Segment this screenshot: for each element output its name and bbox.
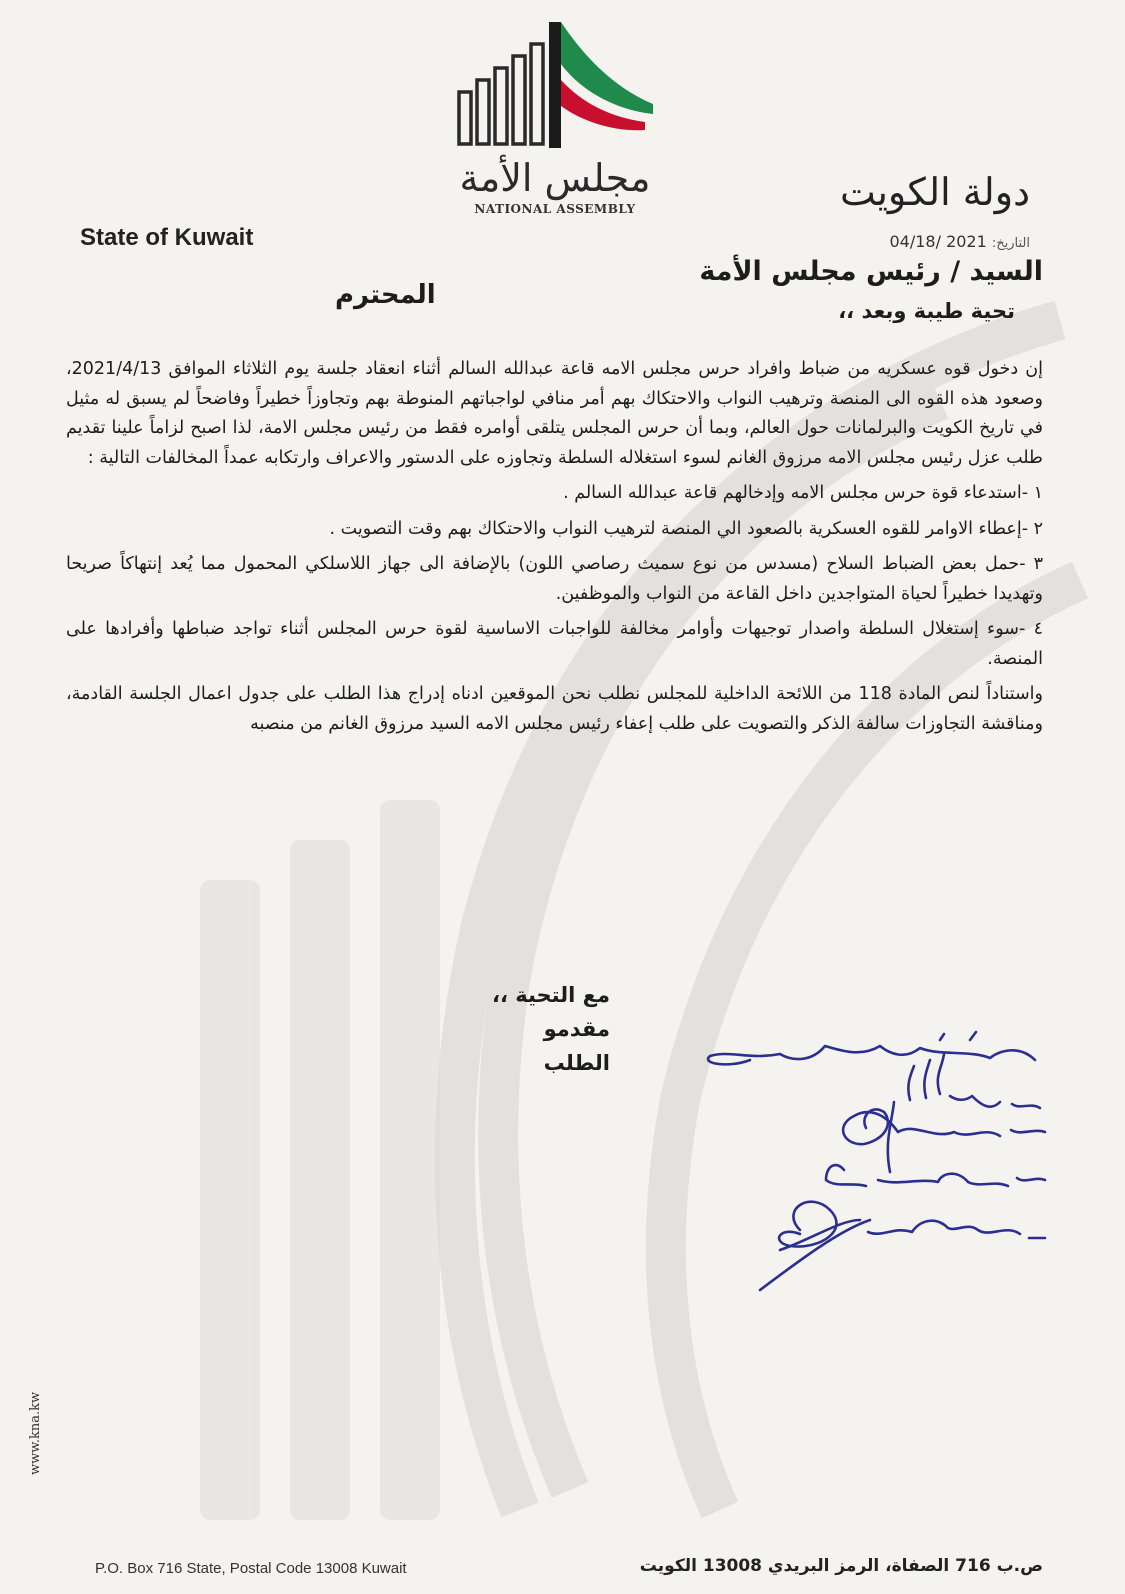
- honorific: المحترم: [335, 280, 436, 310]
- closing-submitters: مقدمو الطلب: [543, 1017, 610, 1075]
- signature-5: [760, 1202, 1045, 1290]
- national-assembly-logo: [455, 18, 655, 258]
- body-intro: إن دخول قوه عسكريه من ضباط وافراد حرس مجلس الامه قاعة عبدالله السالم أثناء انعقاد جلسة يوم الثلاثاء الموافق 2021/4/13، وصعود هذه القوه الى المنصة وترهيب النواب والاحتكاك بهم أمر منافي لواجباتهم المنوطة بهم وتجاوزاً خطيراً وفاضحاً لم يسبق له مثيل في تاريخ الكويت والبرلمانات حول العالم، وبما أن حرس المجلس يتلقى أوامره فقط من رئيس مجلس الامة، لذا اصبح لزاماً علينا تقديم طلب عزل رئيس مجلس الامه مرزوق الغانم لسوء استغلاله السلطة وتجاوزه على الدستور والاعراف وارتكابه عمداً المخالفات التالية :: [66, 359, 1043, 468]
- footer-address-arabic: ص.ب 716 الصفاة، الرمز البريدي 13008 الكويت: [639, 1556, 1043, 1576]
- state-name-english: State of Kuwait: [80, 224, 254, 251]
- signature-2: [908, 1054, 1040, 1108]
- signature-1: [708, 1046, 1035, 1064]
- closing: [470, 978, 610, 1080]
- greeting: تحية طيبة وبعد ،،: [838, 299, 1015, 323]
- date-label: التاريخ:: [991, 236, 1030, 251]
- body-conclusion: واستناداً لنص المادة 118 من اللائحة الداخلية للمجلس نطلب نحن الموقعين ادناه إدراج هذا الطلب على جدول اعمال الجلسة القادمة، ومناقشة التجاوزات سالفة الذكر والتصويت على طلب إعفاء رئيس مجلس الامه السيد مرزوق الغانم من منصبه: [66, 684, 1043, 734]
- national-assembly-emblem-icon: [455, 18, 655, 158]
- logo-english-name: NATIONAL ASSEMBLY: [474, 202, 636, 216]
- letter-body: [66, 355, 1043, 745]
- closing-regards: مع التحية ،،: [491, 983, 610, 1007]
- violation-item-3: ٣ -حمل بعض الضباط السلاح (مسدس من نوع سميث رصاصي اللون) بالإضافة الى جهاز اللاسلكي المحمول مما يُعد إنتهاكاً صريحا وتهديدا خطيراً لحياة المتواجدين داخل القاعة من النواب والموظفين.: [66, 554, 1043, 604]
- footer-address-english: P.O. Box 716 State, Postal Code 13008 Kuwait: [95, 1560, 407, 1577]
- state-name-arabic: دولة الكويت: [840, 170, 1030, 214]
- letter-date: [889, 232, 1030, 251]
- violation-item-1: ١ -استدعاء قوة حرس مجلس الامه وإدخالهم قاعة عبدالله السالم .: [563, 483, 1043, 503]
- violation-item-4: ٤ -سوء إستغلال السلطة واصدار توجيهات وأوامر مخالفة للواجبات الاساسية لقوة حرس المجلس أثناء تواجد ضباطها وأفرادها على المنصة.: [66, 619, 1043, 669]
- logo-arabic-name: مجلس الأمة: [459, 156, 651, 200]
- date-value: 2021 /04/18: [889, 232, 987, 251]
- handwritten-signatures: [640, 1020, 1060, 1310]
- website-vertical: [20, 1340, 50, 1480]
- signature-3: [843, 1109, 1045, 1144]
- website-url: www.kna.kw: [28, 1391, 43, 1475]
- violation-item-2: ٢ -إعطاء الاوامر للقوه العسكرية بالصعود الي المنصة لترهيب النواب والاحتكاك بهم وقت التصويت .: [329, 518, 1043, 539]
- addressee: السيد / رئيس مجلس الأمة: [699, 256, 1043, 287]
